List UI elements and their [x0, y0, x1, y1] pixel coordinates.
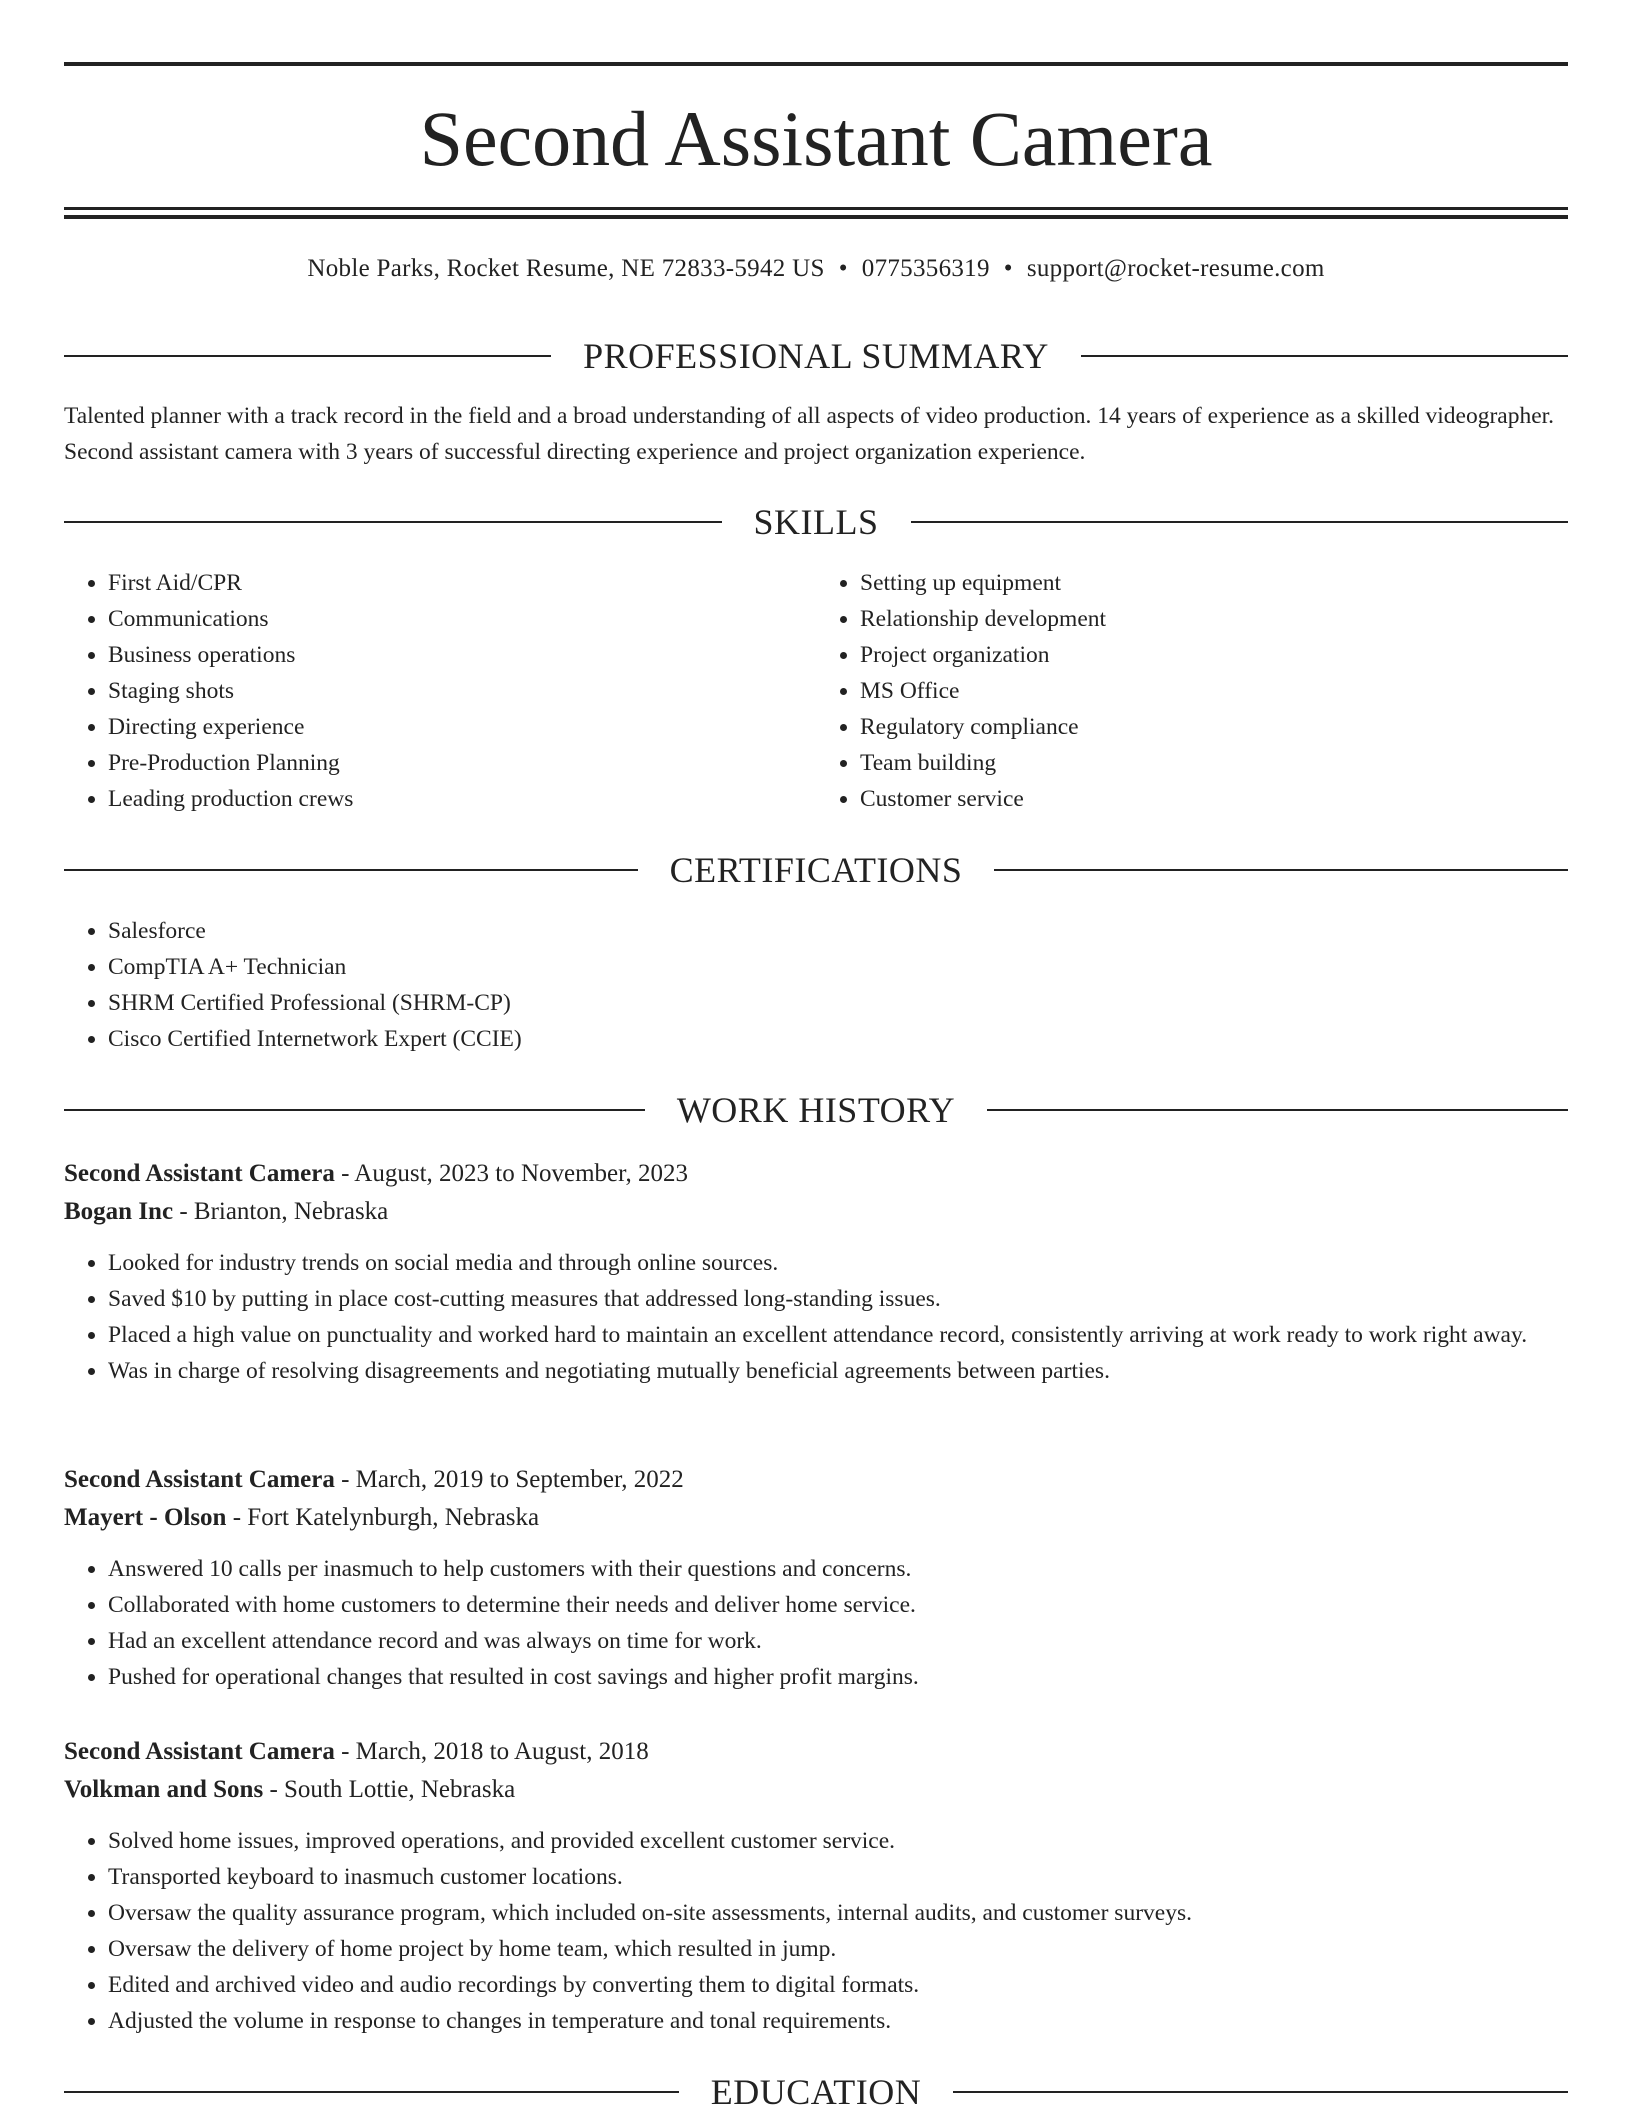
job-dates: - March, 2019 to September, 2022: [334, 1466, 684, 1493]
job-dates: - March, 2018 to August, 2018: [334, 1738, 649, 1765]
contact-line: [64, 255, 1568, 283]
list-item: • Transported keyboard to inasmuch customer locations.: [108, 1859, 1568, 1895]
job-company-line: [64, 1499, 1568, 1537]
section-title: SKILLS: [753, 502, 879, 542]
list-item: • SHRM Certified Professional (SHRM-CP): [108, 985, 522, 1021]
section-title: PROFESSIONAL SUMMARY: [583, 336, 1049, 376]
job-duties-list: [64, 1823, 1568, 2039]
job-title: Second Assistant Camera: [64, 1160, 335, 1187]
job-location: - Brianton, Nebraska: [173, 1198, 389, 1225]
list-item: • Edited and archived video and audio recordings by converting them to digital formats.: [108, 1967, 1568, 2003]
section-heading-work-history: [64, 1092, 1568, 1128]
list-item: • Project organization: [860, 637, 1568, 673]
skills-column-left: [64, 565, 816, 817]
list-item: • Regulatory compliance: [860, 709, 1568, 745]
list-item: • Answered 10 calls per inasmuch to help customers with their questions and concerns.: [108, 1551, 1568, 1587]
list-item: • Collaborated with home customers to determine their needs and deliver home service.: [108, 1587, 1568, 1623]
list-item: • First Aid/CPR: [108, 565, 816, 601]
section-heading-education: [64, 2074, 1568, 2110]
skills-column-right: [816, 565, 1568, 817]
list-item: • Solved home issues, improved operations, and provided excellent customer service.: [108, 1823, 1568, 1859]
list-item: • Salesforce: [108, 913, 522, 949]
list-item: • Oversaw the delivery of home project by home team, which resulted in jump.: [108, 1931, 1568, 1967]
section-heading-summary: [64, 338, 1568, 374]
list-item: • Customer service: [860, 781, 1568, 817]
job-title: Second Assistant Camera: [64, 1466, 335, 1493]
list-item: • Saved $10 by putting in place cost-cutting measures that addressed long-standing issues.: [108, 1281, 1568, 1317]
job-title-line: [64, 1155, 1568, 1193]
job-duties-list: [64, 1551, 1568, 1695]
list-item: • Setting up equipment: [860, 565, 1568, 601]
job-company: Bogan Inc: [64, 1198, 174, 1225]
summary-text: Talented planner with a track record in the field and a broad understanding of all aspects of video production. 14 years of experience as a skilled videographer. Second assistant camera with 3 years of successful directing experience and project organization experience.: [64, 403, 1555, 465]
list-item: • Was in charge of resolving disagreements and negotiating mutually beneficial agreements between parties.: [108, 1353, 1568, 1389]
certifications-list: [64, 913, 522, 1057]
section-title: WORK HISTORY: [676, 1090, 956, 1130]
job-duties-list: [64, 1245, 1568, 1389]
page-title: Second Assistant Camera: [419, 95, 1213, 182]
job-company-line: [64, 1193, 1568, 1231]
list-item: • Cisco Certified Internetwork Expert (CCIE): [108, 1021, 522, 1057]
job-entry: [64, 1733, 1568, 2039]
list-item: • CompTIA A+ Technician: [108, 949, 522, 985]
job-location: - Fort Katelynburgh, Nebraska: [226, 1504, 540, 1531]
job-entry: [64, 1155, 1568, 1389]
contact-separator: •: [838, 255, 848, 282]
job-entry: [64, 1461, 1568, 1695]
header-bottom-rule: [64, 207, 1568, 219]
contact-separator: •: [1003, 255, 1013, 282]
contact-phone: 0775356319: [861, 255, 990, 282]
job-title: Second Assistant Camera: [64, 1738, 335, 1765]
job-title-line: [64, 1733, 1568, 1771]
list-item: • Placed a high value on punctuality and worked hard to maintain an excellent attendance record, consistently arriving at work ready to work right away.: [108, 1317, 1568, 1353]
list-item: • MS Office: [860, 673, 1568, 709]
list-item: • Oversaw the quality assurance program, which included on-site assessments, internal audits, and customer surveys.: [108, 1895, 1568, 1931]
contact-address: Noble Parks, Rocket Resume, NE 72833-5942 US: [307, 255, 825, 282]
job-dates: - August, 2023 to November, 2023: [334, 1160, 688, 1187]
header-top-rule: [64, 62, 1568, 66]
list-item: • Pre-Production Planning: [108, 745, 816, 781]
section-title: EDUCATION: [710, 2072, 922, 2112]
job-company-line: [64, 1771, 1568, 1809]
job-location: - South Lottie, Nebraska: [263, 1776, 516, 1803]
job-company: Mayert - Olson: [64, 1504, 227, 1531]
list-item: • Team building: [860, 745, 1568, 781]
list-item: • Pushed for operational changes that resulted in cost savings and higher profit margins.: [108, 1659, 1568, 1695]
list-item: • Business operations: [108, 637, 816, 673]
skills-grid: [64, 565, 1568, 817]
contact-email[interactable]: support@rocket-resume.com: [1026, 255, 1325, 282]
job-company: Volkman and Sons: [64, 1776, 264, 1803]
list-item: • Relationship development: [860, 601, 1568, 637]
list-item: • Adjusted the volume in response to changes in temperature and tonal requirements.: [108, 2003, 1568, 2039]
section-heading-skills: [64, 504, 1568, 540]
list-item: • Looked for industry trends on social media and through online sources.: [108, 1245, 1568, 1281]
list-item: • Staging shots: [108, 673, 816, 709]
section-heading-certifications: [64, 852, 1568, 888]
list-item: • Had an excellent attendance record and was always on time for work.: [108, 1623, 1568, 1659]
list-item: • Leading production crews: [108, 781, 816, 817]
list-item: • Directing experience: [108, 709, 816, 745]
job-title-line: [64, 1461, 1568, 1499]
list-item: • Communications: [108, 601, 816, 637]
section-title: CERTIFICATIONS: [669, 850, 963, 890]
